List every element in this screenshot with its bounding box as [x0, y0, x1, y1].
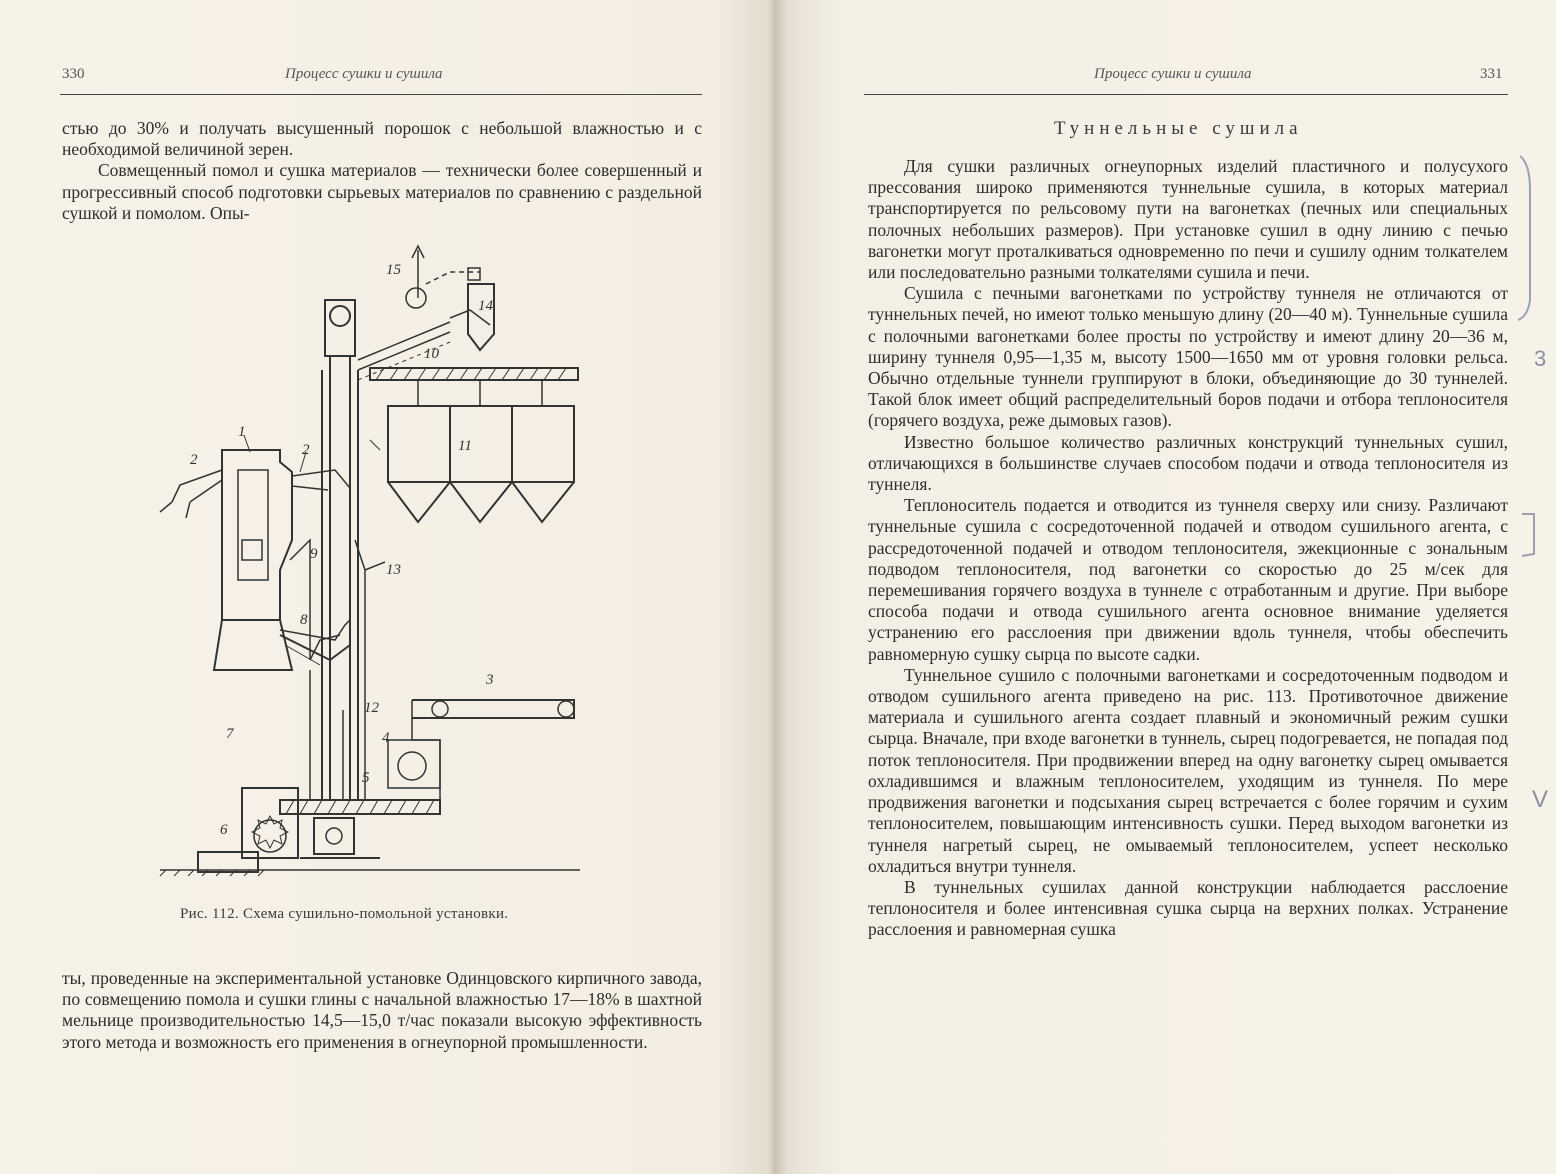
fig-label: 7 — [226, 726, 234, 742]
right-page — [800, 0, 1556, 1174]
page-number: 331 — [1480, 66, 1503, 82]
fig-label: 3 — [486, 672, 494, 688]
text-block — [868, 156, 1508, 941]
margin-note: 3 — [1534, 346, 1547, 371]
header-rule — [864, 94, 1508, 95]
fig-label: 11 — [458, 438, 472, 454]
fig-label: 15 — [386, 262, 401, 278]
page-number: 330 — [62, 66, 85, 82]
fig-label: 12 — [364, 700, 379, 716]
paragraph: Туннельное сушило с полочными вагонетками и сосредоточенным подводом и отводом сушильного агента приведено на рис. 113. Противоточное движение материала и сушильного агента создает плавный и экономичный режим сушки сырца. Вначале, при входе вагонетки в туннель, сырец подогревается, не попадая под поток теплоносителя. При продвижении вперед на одну вагонетку сырец омывается охладившимся и влажным теплоносителем, уходящим из туннеля. По мере продвижения вагонетки и подсыхания сырец встречается с более горячим и сухим теплоносителем, повышающим интенсивность сушки. Перед выходом вагонетки из туннеля нагретый сырец, не омываемый теплоносителем, успеет несколько охладиться внутри туннеля. — [868, 664, 1508, 876]
running-head: Процесс сушки и сушила — [1094, 66, 1252, 82]
fig-label: 1 — [238, 424, 246, 440]
paragraph: В туннельных сушилах данной конструкции наблюдается расслоение теплоносителя и более интенсивная сушка сырца на верхних полках. Устранение расслоения и равномерная сушка — [868, 876, 1508, 940]
section-title: Туннельные сушила — [1054, 118, 1303, 139]
fig-label: 13 — [386, 562, 401, 578]
paragraph: стью до 30% и получать высушенный порошок с небольшой влажностью и с необходимой величиной зерен. — [62, 118, 702, 160]
margin-note: V — [1532, 786, 1549, 813]
running-head: Процесс сушки и сушила — [285, 66, 443, 82]
paragraph: Известно большое количество различных конструкций туннельных сушил, отличающихся в большинстве случаев способом подачи и отвода теплоносителя из туннеля. — [868, 431, 1508, 495]
left-page — [0, 0, 770, 1174]
fig-label: 2 — [190, 452, 198, 468]
text-block-bottom — [62, 968, 702, 1053]
paragraph: Теплоноситель подается и отводится из туннеля сверху или снизу. Различают туннельные сушила с сосредоточенной подачей и отводом сушильного агента, с рассредоточенной подачей и отводом теплоносителя, эжекционные с зональным подводом теплоносителя, под вагонетки со скоростью до 25 м/сек для перемешивания горячего воздуха в туннеле с отработанным и другие. При выборе способа подачи и отвода сушильного агента основное внимание уделяется устранению его расслоения при движении вдоль туннеля, чтобы обеспечить равномерную сушку сырца по высоте садки. — [868, 495, 1508, 664]
paragraph: Сушила с печными вагонетками по устройству туннеля не отличаются от туннельных печей, но имеют только меньшую длину (20—40 м). Туннельные сушила с полочными вагонетками более просты по устройству и имеют длину 20—36 м, ширину туннеля 0,95—1,35 м, высоту 1500—1650 мм от уровня головки рельса. Обычно отдельные туннели группируют в блоки, объединяющие до 30 туннелей. Такой блок имеет общий распределительный боров подачи и отбора теплоносителя (горячего воздуха, реже дымовых газов). — [868, 283, 1508, 431]
fig-label: 9 — [310, 546, 318, 562]
fig-label: 2 — [302, 442, 310, 458]
fig-label: 8 — [300, 612, 308, 628]
fig-label: 4 — [382, 730, 390, 746]
figure-112-diagram — [150, 240, 590, 890]
paragraph: Совмещенный помол и сушка материалов — технически более совершенный и прогрессивный способ подготовки сырьевых материалов по сравнению с раздельной сушкой и помолом. Опы- — [62, 160, 702, 223]
fig-label: 14 — [478, 298, 493, 314]
fig-label: 10 — [424, 346, 439, 362]
paragraph: ты, проведенные на экспериментальной установке Одинцовского кирпичного завода, по совмещению помола и сушки глины с начальной влажностью 17—18% в шахтной мельнице производительностью 14,5—15,0 т/час показали высокую эффективность этого метода и возможность его применения в огнеупорной промышленности. — [62, 968, 702, 1052]
text-block-top — [62, 118, 702, 224]
fig-label: 5 — [362, 770, 370, 786]
header-rule — [60, 94, 702, 95]
figure-caption: Рис. 112. Схема сушильно-помольной установки. — [180, 906, 509, 922]
paragraph: Для сушки различных огнеупорных изделий пластичного и полусухого прессования широко применяются туннельные сушила, в которых материал транспортируется по рельсовому пути на вагонетках (печных или специальных полочных небольших размеров). При установке сушил в одну линию с печью вагонетки могут проталкиваться одновременно по печи и сушилу одним толкателем или последовательно разными толкателями сушила и печи. — [868, 156, 1508, 283]
fig-label: 6 — [220, 822, 228, 838]
